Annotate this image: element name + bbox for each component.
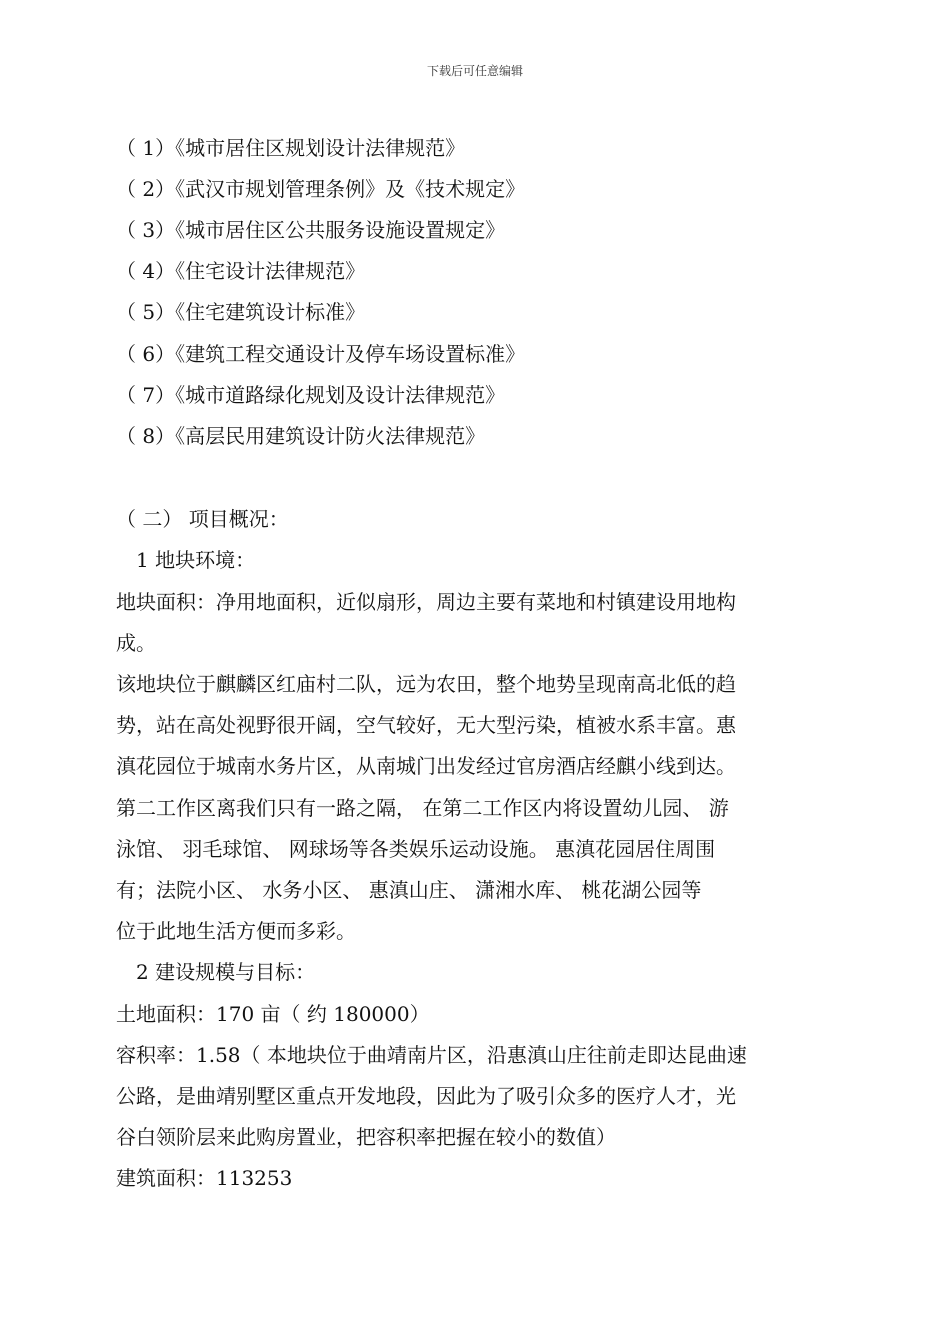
reference-item-8: （ 8）《高层民用建筑设计防火法律规范》 <box>116 424 486 448</box>
paragraph-line: 有；法院小区、 水务小区、 惠滇山庄、 潇湘水库、 桃花湖公园等 <box>116 878 702 902</box>
paragraph-line: 成。 <box>116 631 156 655</box>
reference-item-3: （ 3）《城市居住区公共服务设施设置规定》 <box>116 218 506 242</box>
page-header: 下载后可任意编辑 <box>426 64 523 78</box>
paragraph-line: 谷白领阶层来此购房置业，把容积率把握在较小的数值） <box>116 1125 616 1149</box>
paragraph-line: 土地面积：170 亩（ 约 180000） <box>116 1002 430 1026</box>
reference-item-4: （ 4）《住宅设计法律规范》 <box>116 259 366 283</box>
paragraph-line: 滇花园位于城南水务片区，从南城门出发经过官房酒店经麒小线到达。 <box>116 754 736 778</box>
subsection-heading-scale: 2 建设规模与目标： <box>136 960 316 984</box>
paragraph-line: 泳馆、 羽毛球馆、 网球场等各类娱乐运动设施。 惠滇花园居住周围 <box>116 837 716 861</box>
paragraph-line: 第二工作区离我们只有一路之隔， 在第二工作区内将设置幼儿园、 游 <box>116 796 729 820</box>
paragraph-line: 容积率：1.58（ 本地块位于曲靖南片区，沿惠滇山庄往前走即达昆曲速 <box>116 1043 747 1067</box>
paragraph-line: 该地块位于麒麟区红庙村二队，远为农田，整个地势呈现南高北低的趋 <box>116 672 736 696</box>
reference-item-1: （ 1）《城市居住区规划设计法律规范》 <box>116 136 466 160</box>
paragraph-line: 位于此地生活方便而多彩。 <box>116 919 356 943</box>
section-heading-overview: （ 二） 项目概况： <box>116 507 289 531</box>
paragraph-line: 势，站在高处视野很开阔，空气较好，无大型污染，植被水系丰富。惠 <box>116 713 736 737</box>
paragraph-line: 公路，是曲靖别墅区重点开发地段，因此为了吸引众多的医疗人才，光 <box>116 1084 736 1108</box>
paragraph-line: 建筑面积：113253 <box>116 1166 293 1190</box>
subsection-heading-site: 1 地块环境： <box>136 548 256 572</box>
paragraph-line: 地块面积：净用地面积，近似扇形，周边主要有菜地和村镇建设用地构 <box>116 590 736 614</box>
reference-item-6: （ 6）《建筑工程交通设计及停车场设置标准》 <box>116 342 526 366</box>
reference-item-7: （ 7）《城市道路绿化规划及设计法律规范》 <box>116 383 506 407</box>
reference-item-2: （ 2）《武汉市规划管理条例》及《技术规定》 <box>116 177 526 201</box>
reference-item-5: （ 5）《住宅建筑设计标准》 <box>116 300 366 324</box>
